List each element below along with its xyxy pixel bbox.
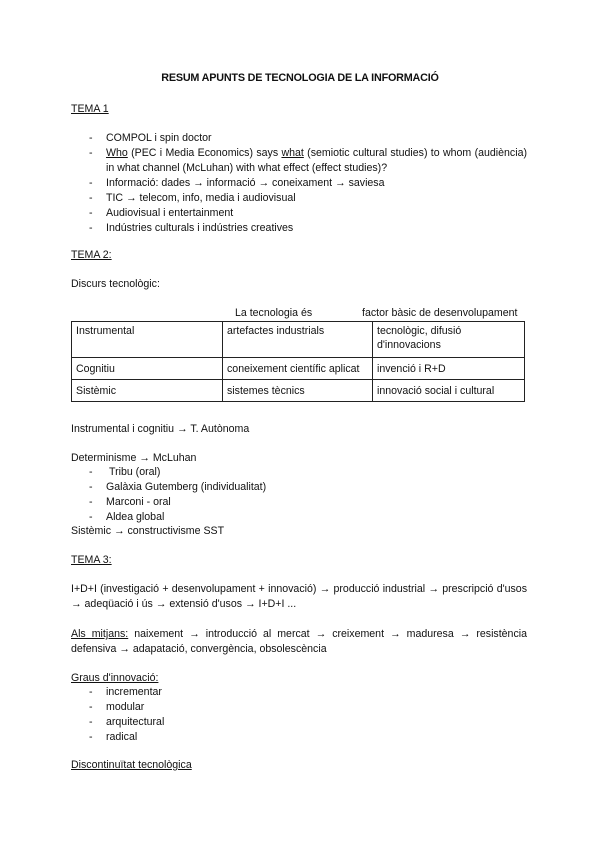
list-item: - Audiovisual i entertainment	[89, 206, 527, 221]
list-item: - Indústries culturals i indústries creatives	[89, 221, 527, 236]
tema2-heading: TEMA 2:	[71, 249, 112, 261]
table-cell: coneixement científic aplicat	[223, 358, 373, 380]
graus-list	[89, 685, 164, 745]
determinisme-line: Determinisme → McLuhan	[71, 452, 197, 464]
table-row	[72, 380, 525, 402]
discurs-table	[71, 321, 525, 402]
list-item: - radical	[89, 730, 164, 745]
mitjans-paragraph: Als mitjans: naixement → introducció al mercat → creixement → maduresa → resistència defensiva → adapatació, convergència, obsolescència	[71, 628, 527, 655]
table-cell: innovació social i cultural	[373, 380, 525, 402]
table-row	[72, 322, 525, 358]
list-item: - Who (PEC i Media Economics) says what (semiotic cultural studies) to whom (audiència) in what channel (McLuhan) with what effect (effect studies)?	[89, 146, 527, 176]
table-cell: Cognitiu	[72, 358, 223, 380]
table-header-factor: factor bàsic de desenvolupament	[362, 307, 518, 319]
list-item: - COMPOL i spin doctor	[89, 131, 527, 146]
table-cell: sistemes tècnics	[223, 380, 373, 402]
discurs-label: Discurs tecnològic:	[71, 278, 160, 290]
list-item: - TIC → telecom, info, media i audiovisual	[89, 191, 527, 206]
page-title: RESUM APUNTS DE TECNOLOGIA DE LA INFORMACIÓ	[161, 72, 439, 84]
table-cell: invenció i R+D	[373, 358, 525, 380]
table-cell: Instrumental	[72, 322, 223, 358]
sistemic-line: Sistèmic → constructivisme SST	[71, 525, 225, 537]
table-cell: Sistèmic	[72, 380, 223, 402]
graus-heading: Graus d'innovació:	[71, 672, 159, 684]
table-cell: tecnològic, difusió d'innovacions	[373, 322, 525, 358]
discontinuitat-heading: Discontinuïtat tecnològica	[71, 759, 192, 771]
table-row	[72, 358, 525, 380]
tema3-heading: TEMA 3:	[71, 554, 112, 566]
list-item: - Tribu (oral)	[89, 465, 266, 480]
list-item: - modular	[89, 700, 164, 715]
list-item: - Marconi - oral	[89, 495, 266, 510]
determinisme-list	[89, 465, 266, 525]
tema1-heading: TEMA 1	[71, 103, 109, 115]
list-item: - arquitectural	[89, 715, 164, 730]
tema1-list	[89, 131, 527, 236]
list-item: - Galàxia Gutemberg (individualitat)	[89, 480, 266, 495]
list-item: - incrementar	[89, 685, 164, 700]
instrumental-line: Instrumental i cognitiu → T. Autònoma	[71, 423, 250, 435]
list-item: - Informació: dades → informació → coneixament → saviesa	[89, 176, 527, 191]
list-item: - Aldea global	[89, 510, 266, 525]
idi-paragraph: I+D+I (investigació + desenvolupament + innovació) → producció industrial → prescripció d'usos → adeqüació i ús → extensió d'usos → I+D+I ...	[71, 583, 527, 610]
table-cell: artefactes industrials	[223, 322, 373, 358]
table-header-tecnologia: La tecnologia és	[235, 307, 313, 319]
